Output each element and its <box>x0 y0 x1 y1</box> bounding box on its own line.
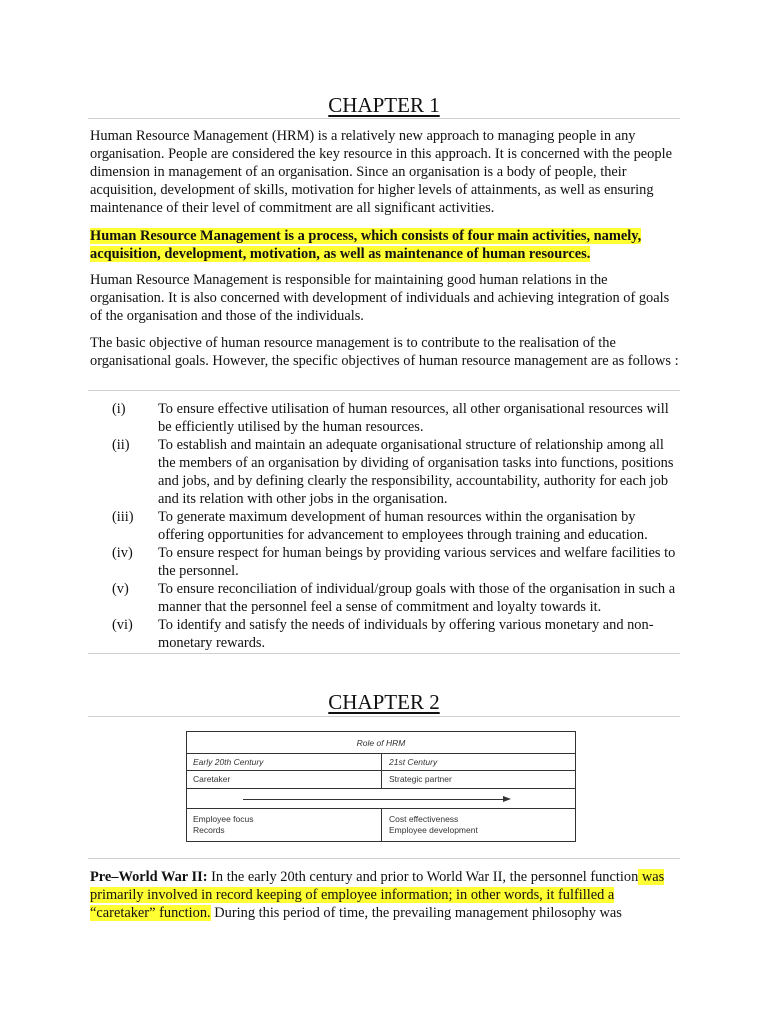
list-item-number: (vi) <box>112 617 133 633</box>
pre-ww2-text-1: In the early 20th century and prior to World War II, the personnel function <box>207 869 639 885</box>
table-divider <box>187 808 575 809</box>
pre-ww2-paragraph <box>90 868 682 922</box>
highlighted-definition <box>90 227 682 263</box>
table-title-row <box>187 732 575 754</box>
chapter-1-title: CHAPTER 1 <box>328 93 440 117</box>
left-era-header: Early 20th Century <box>193 757 264 767</box>
list-item-number: (i) <box>112 401 126 417</box>
list-item-number: (v) <box>112 581 129 597</box>
right-era-header: 21st Century <box>389 757 438 767</box>
table-column-divider <box>381 754 382 789</box>
table-column-divider <box>381 808 382 842</box>
list-item <box>112 580 680 616</box>
right-focus-1: Cost effectiveness <box>389 814 459 824</box>
definition-highlight: Human Resource Management is a process, which consists of four main activities, namely, acquisition, development, motivation, as well as maintenance of human resources. <box>90 228 642 262</box>
list-item-text: To ensure respect for human beings by providing various services and welfare facilities to the personnel. <box>158 545 676 579</box>
title-rule-2 <box>88 716 680 717</box>
transition-arrow-line <box>243 799 505 800</box>
list-top-rule <box>88 390 680 391</box>
left-focus-2: Records <box>193 825 225 835</box>
section-rule <box>88 858 680 859</box>
list-item-text: To generate maximum development of human resources within the organisation by offering opportunities for advancement to employees through training and education. <box>158 509 648 543</box>
list-item <box>112 508 680 544</box>
list-item-number: (iii) <box>112 509 134 525</box>
right-role: Strategic partner <box>389 774 452 784</box>
table-title: Role of HRM <box>356 738 406 748</box>
list-item-text: To ensure effective utilisation of human resources, all other organisational resources will be efficiently utilised by the human resources. <box>158 401 669 435</box>
right-focus-2: Employee development <box>389 825 478 835</box>
list-item <box>112 544 680 580</box>
list-item <box>112 616 680 652</box>
list-item-text: To ensure reconciliation of individual/group goals with those of the organisation in such a manner that the personnel feel a sense of commitment and loyalty towards it. <box>158 581 676 615</box>
objectives-list <box>112 400 680 652</box>
arrow-right-icon <box>503 796 511 802</box>
relations-paragraph: Human Resource Management is responsible for maintaining good human relations in the organisation. It is also concerned with development of individuals and achieving integration of goals of the organisation and those of the individuals. <box>90 272 670 324</box>
list-item-number: (ii) <box>112 437 130 453</box>
list-item-text: To identify and satisfy the needs of individuals by offering various monetary and non-monetary rewards. <box>158 617 654 651</box>
title-rule <box>88 118 680 119</box>
intro-paragraph: Human Resource Management (HRM) is a relatively new approach to managing people in any organisation. People are considered the key resource in this approach. It is concerned with the people dimension in management of an organisation. Since an organisation is a body of people, their acquisition, development of skills, motivation for higher levels of attainments, as well as ensuring maintenance of their level of commitment are all significant activities. <box>90 128 672 216</box>
chapter-2-title: CHAPTER 2 <box>328 690 440 714</box>
role-of-hrm-table <box>186 731 576 842</box>
pre-ww2-text-2: During this period of time, the prevailing management philosophy was <box>210 905 622 921</box>
list-item <box>112 400 680 436</box>
pre-ww2-label: Pre–World War II: <box>90 869 208 885</box>
list-item-text: To establish and maintain an adequate organisational structure of relationship among all the members of an organisation by dividing of organisation tasks into functions, positions and jobs, and by defining clearly the responsibility, accountability, authority for each job and its relation with other jobs in the organisation. <box>158 437 674 507</box>
left-role: Caretaker <box>193 774 231 784</box>
list-item <box>112 436 680 508</box>
list-item-number: (iv) <box>112 545 133 561</box>
left-focus-1: Employee focus <box>193 814 254 824</box>
pre-ww2-highlight: was primarily involved in record keeping of employee information; in other words, it fulfilled a “caretaker” function. <box>90 869 665 921</box>
objective-paragraph: The basic objective of human resource management is to contribute to the realisation of the organisational goals. However, the specific objectives of human resource management are as follows : <box>90 335 679 369</box>
list-bottom-rule <box>88 653 680 654</box>
